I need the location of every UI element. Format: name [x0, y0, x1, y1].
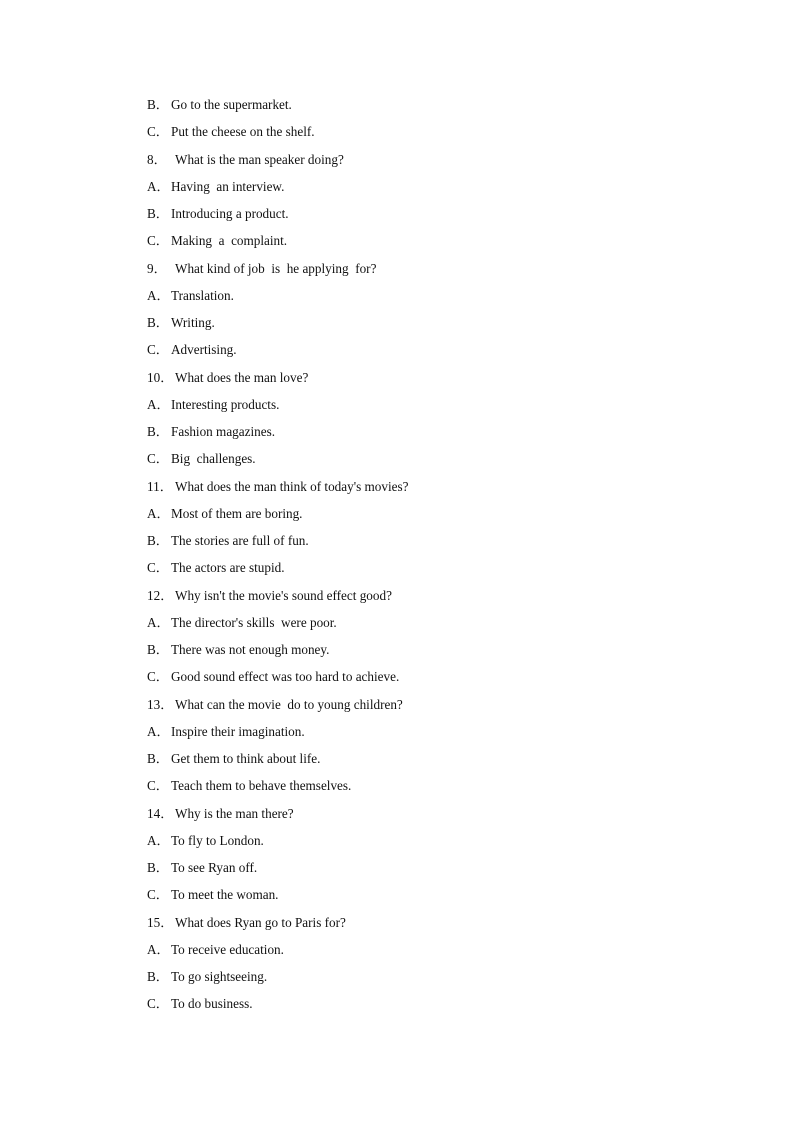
option-letter: A．: [147, 832, 170, 848]
question-list: [147, 95, 747, 1022]
option-line: [147, 313, 747, 340]
option-line: [147, 531, 747, 558]
option-line: [147, 340, 747, 367]
option-line: [147, 122, 747, 149]
question-line: [147, 913, 747, 940]
option-text: Fashion magazines.: [171, 424, 276, 439]
option-text: The stories are full of fun.: [171, 533, 309, 548]
question-text: Why isn't the movie's sound effect good?: [175, 587, 392, 603]
option-letter: B．: [147, 751, 169, 766]
question-text: What can the movie do to young children?: [175, 696, 403, 712]
option-letter: B．: [147, 969, 169, 984]
question-number: 15．: [147, 914, 174, 930]
option-line: [147, 395, 747, 422]
question-number: 14．: [147, 805, 174, 821]
option-line: [147, 95, 747, 122]
option-line: [147, 667, 747, 694]
option-letter: A．: [147, 396, 170, 412]
option-letter: C．: [147, 233, 169, 249]
option-letter: C．: [147, 560, 169, 576]
option-line: [147, 422, 747, 449]
option-line: [147, 858, 747, 885]
question-text: What does the man think of today's movies?: [175, 478, 409, 494]
option-text: To fly to London.: [171, 832, 264, 848]
question-text: What does the man love?: [175, 369, 309, 385]
option-text: Inspire their imagination.: [171, 723, 305, 739]
question-text: Why is the man there?: [175, 805, 294, 821]
option-text: Big challenges.: [171, 451, 256, 467]
option-text: Writing.: [171, 315, 215, 330]
question-number: 12．: [147, 587, 174, 603]
option-line: [147, 749, 747, 776]
option-text: Go to the supermarket.: [171, 97, 292, 112]
option-letter: C．: [147, 996, 169, 1012]
option-line: [147, 940, 747, 967]
option-letter: B．: [147, 533, 169, 548]
option-letter: C．: [147, 887, 169, 903]
question-number: 13．: [147, 696, 174, 712]
question-line: [147, 695, 747, 722]
question-text: What is the man speaker doing?: [175, 151, 344, 167]
option-text: Introducing a product.: [171, 206, 289, 221]
option-line: [147, 204, 747, 231]
option-text: To do business.: [171, 996, 253, 1012]
option-line: [147, 449, 747, 476]
option-line: [147, 613, 747, 640]
option-line: [147, 177, 747, 204]
option-line: [147, 286, 747, 313]
option-letter: B．: [147, 97, 169, 112]
option-line: [147, 776, 747, 803]
question-line: [147, 150, 747, 177]
option-line: [147, 640, 747, 667]
option-letter: B．: [147, 860, 169, 875]
option-line: [147, 994, 747, 1021]
question-text: What does Ryan go to Paris for?: [175, 914, 346, 930]
question-number: 10．: [147, 369, 174, 385]
option-letter: B．: [147, 206, 169, 221]
option-text: To go sightseeing.: [171, 969, 268, 984]
option-line: [147, 231, 747, 258]
option-text: Advertising.: [171, 342, 237, 358]
option-text: Having an interview.: [171, 178, 285, 194]
option-text: Translation.: [171, 287, 234, 303]
option-text: Get them to think about life.: [171, 751, 321, 766]
option-text: To see Ryan off.: [171, 860, 258, 875]
option-letter: B．: [147, 315, 169, 330]
option-letter: A．: [147, 614, 170, 630]
option-text: To meet the woman.: [171, 887, 279, 903]
option-letter: A．: [147, 287, 170, 303]
question-line: [147, 477, 747, 504]
question-number: 9．: [147, 260, 167, 276]
option-letter: B．: [147, 642, 169, 657]
option-text: To receive education.: [171, 941, 284, 957]
option-letter: C．: [147, 342, 169, 358]
option-line: [147, 504, 747, 531]
question-text: What kind of job is he applying for?: [175, 260, 377, 276]
option-text: There was not enough money.: [171, 642, 330, 657]
option-letter: A．: [147, 505, 170, 521]
option-letter: A．: [147, 941, 170, 957]
option-text: Most of them are boring.: [171, 505, 303, 521]
option-text: Interesting products.: [171, 396, 280, 412]
option-text: Good sound effect was too hard to achieve.: [171, 669, 400, 685]
option-text: Teach them to behave themselves.: [171, 778, 352, 794]
option-text: Put the cheese on the shelf.: [171, 124, 315, 140]
question-number: 11．: [147, 478, 173, 494]
option-letter: B．: [147, 424, 169, 439]
option-letter: A．: [147, 723, 170, 739]
option-letter: C．: [147, 451, 169, 467]
option-text: The director's skills were poor.: [171, 614, 337, 630]
question-line: [147, 586, 747, 613]
option-line: [147, 558, 747, 585]
option-letter: A．: [147, 178, 170, 194]
question-line: [147, 259, 747, 286]
option-text: The actors are stupid.: [171, 560, 285, 576]
option-line: [147, 885, 747, 912]
option-line: [147, 831, 747, 858]
question-number: 8．: [147, 151, 167, 167]
option-letter: C．: [147, 669, 169, 685]
option-letter: C．: [147, 778, 169, 794]
option-text: Making a complaint.: [171, 233, 288, 249]
question-line: [147, 804, 747, 831]
option-letter: C．: [147, 124, 169, 140]
question-line: [147, 368, 747, 395]
option-line: [147, 722, 747, 749]
option-line: [147, 967, 747, 994]
